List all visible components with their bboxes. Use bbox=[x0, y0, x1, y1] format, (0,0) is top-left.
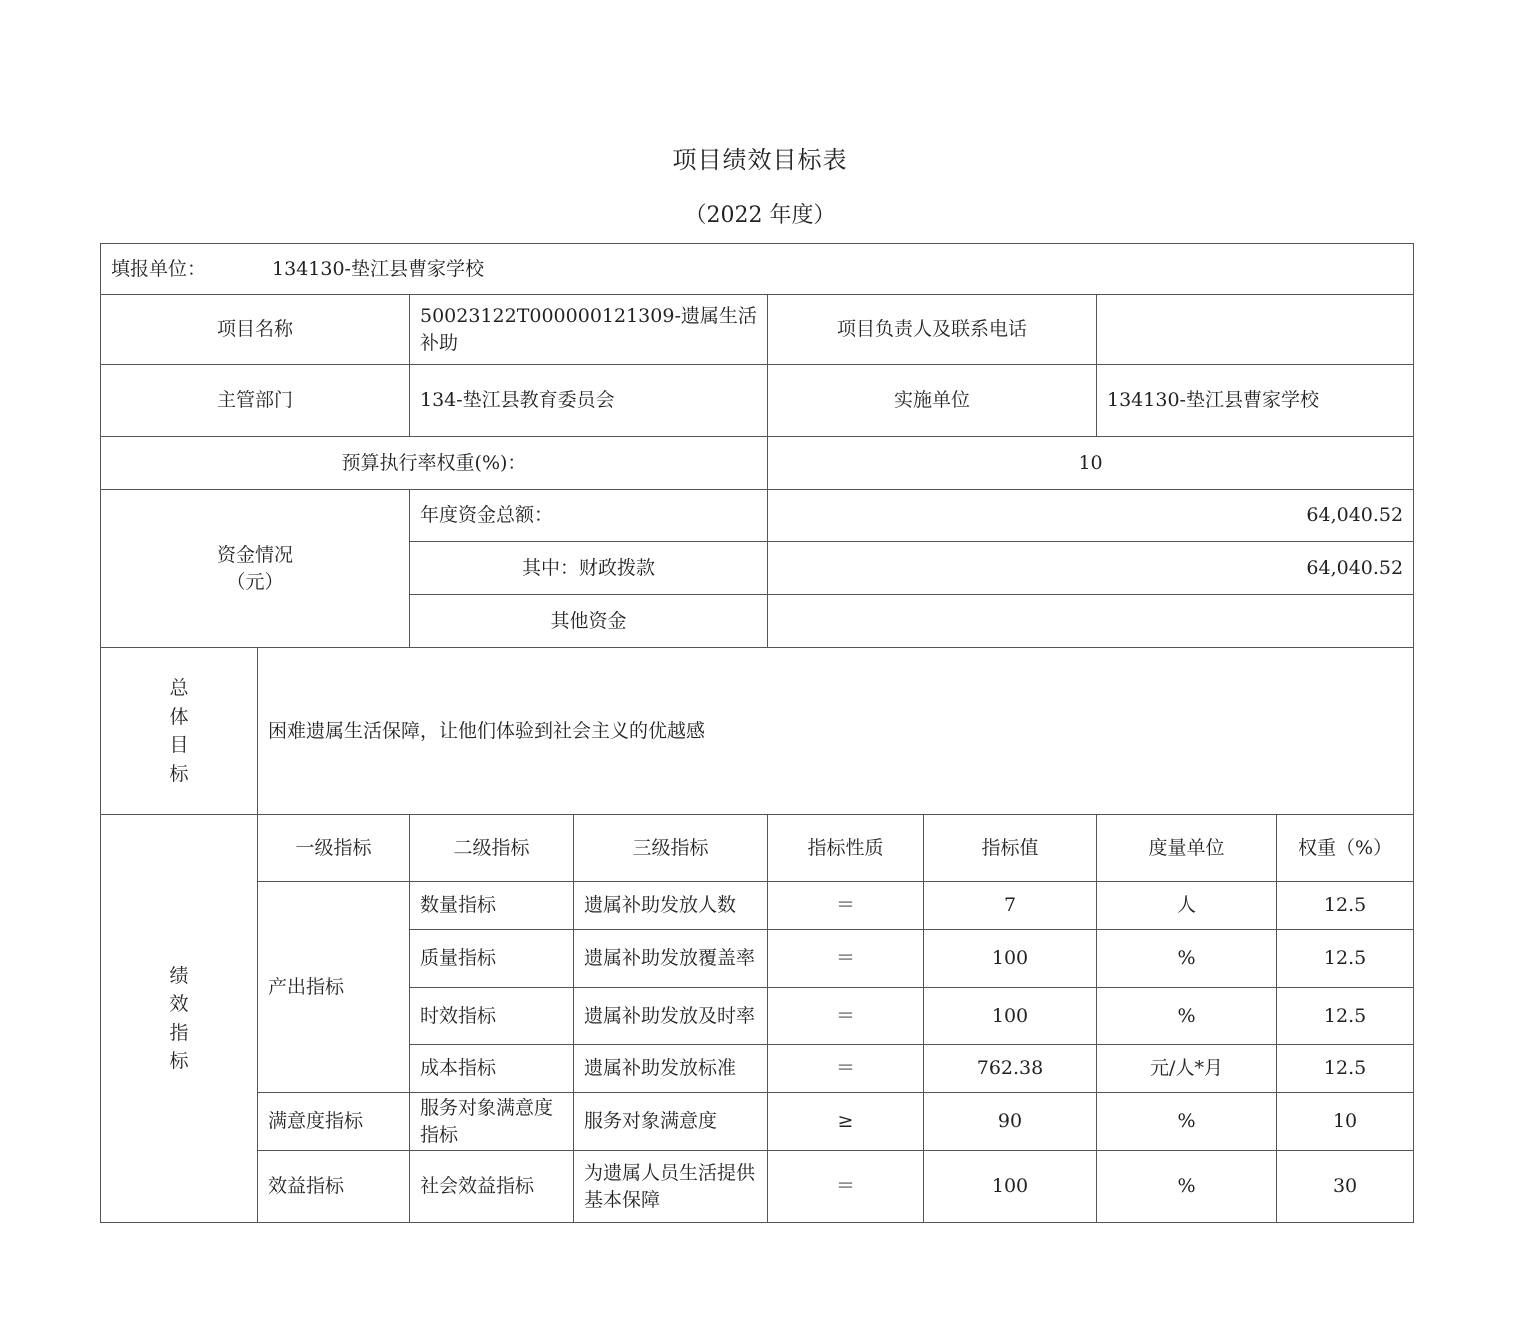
row-level2: 质量指标 bbox=[410, 930, 574, 988]
budget-weight-label: 预算执行率权重(%)： bbox=[101, 437, 768, 490]
funds-total-row bbox=[101, 490, 1414, 542]
unit-value: 134130-垫江县曹家学校 bbox=[272, 257, 484, 280]
dept-row bbox=[101, 365, 1414, 437]
row-value: 100 bbox=[924, 930, 1097, 988]
row-level3: 遗属补助发放标准 bbox=[574, 1045, 768, 1093]
funds-total-label: 年度资金总额： bbox=[410, 490, 768, 542]
row-level2: 社会效益指标 bbox=[410, 1151, 574, 1223]
project-contact-label: 项目负责人及联系电话 bbox=[768, 295, 1097, 365]
header-value: 指标值 bbox=[924, 815, 1097, 882]
row-unit: % bbox=[1097, 1151, 1277, 1223]
funds-fiscal-label: 其中：财政拨款 bbox=[410, 542, 768, 595]
header-level1: 一级指标 bbox=[258, 815, 410, 882]
row-value: 90 bbox=[924, 1093, 1097, 1151]
row-nature: ＝ bbox=[768, 1151, 924, 1223]
header-weight: 权重（%） bbox=[1277, 815, 1414, 882]
performance-table bbox=[100, 243, 1414, 1223]
indicators-label-char: 标 bbox=[169, 1050, 189, 1072]
row-unit: 元/人*月 bbox=[1097, 1045, 1277, 1093]
row-nature: ＝ bbox=[768, 1045, 924, 1093]
row-level2: 服务对象满意度指标 bbox=[410, 1093, 574, 1151]
unit-label: 填报单位： bbox=[111, 257, 207, 280]
page-title: 项目绩效目标表 bbox=[672, 146, 848, 174]
row-value: 762.38 bbox=[924, 1045, 1097, 1093]
header-nature: 指标性质 bbox=[768, 815, 924, 882]
funds-fiscal-value: 64,040.52 bbox=[768, 542, 1414, 595]
table-row bbox=[101, 1093, 1414, 1151]
funds-label-line2: （元） bbox=[226, 570, 284, 593]
funds-label-line1: 资金情况 bbox=[216, 543, 293, 566]
goal-label bbox=[101, 648, 258, 815]
row-unit: % bbox=[1097, 988, 1277, 1045]
goal-label-char: 目 bbox=[169, 734, 189, 756]
row-level2: 时效指标 bbox=[410, 988, 574, 1045]
budget-weight-value: 10 bbox=[768, 437, 1414, 490]
funds-other-value bbox=[768, 595, 1414, 648]
header-unit: 度量单位 bbox=[1097, 815, 1277, 882]
goal-label-char: 总 bbox=[169, 677, 189, 699]
row-weight: 12.5 bbox=[1277, 882, 1414, 930]
project-name-label: 项目名称 bbox=[101, 295, 410, 365]
benefit-level1: 效益指标 bbox=[258, 1151, 410, 1223]
row-nature: ＝ bbox=[768, 930, 924, 988]
row-weight: 10 bbox=[1277, 1093, 1414, 1151]
output-indicator-label: 产出指标 bbox=[258, 882, 410, 1093]
row-unit: % bbox=[1097, 930, 1277, 988]
funds-other-label: 其他资金 bbox=[410, 595, 768, 648]
row-level3: 遗属补助发放及时率 bbox=[574, 988, 768, 1045]
row-level3: 遗属补助发放人数 bbox=[574, 882, 768, 930]
indicators-label-char: 效 bbox=[169, 993, 189, 1015]
indicators-label-char: 指 bbox=[169, 1021, 189, 1044]
goal-row bbox=[101, 648, 1414, 815]
row-value: 7 bbox=[924, 882, 1097, 930]
row-nature: ＝ bbox=[768, 988, 924, 1045]
row-level3: 服务对象满意度 bbox=[574, 1093, 768, 1151]
row-weight: 30 bbox=[1277, 1151, 1414, 1223]
row-value: 100 bbox=[924, 1151, 1097, 1223]
funds-label bbox=[101, 490, 410, 648]
indicators-label bbox=[101, 815, 258, 1223]
row-unit: % bbox=[1097, 1093, 1277, 1151]
dept-value: 134-垫江县教育委员会 bbox=[410, 365, 768, 437]
goal-label-char: 标 bbox=[169, 762, 189, 785]
row-weight: 12.5 bbox=[1277, 1045, 1414, 1093]
row-level2: 成本指标 bbox=[410, 1045, 574, 1093]
header-level2: 二级指标 bbox=[410, 815, 574, 882]
project-name-row bbox=[101, 295, 1414, 365]
indicators-label-char: 绩 bbox=[169, 964, 189, 987]
row-weight: 12.5 bbox=[1277, 930, 1414, 988]
table-row bbox=[101, 882, 1414, 930]
indicator-header-row bbox=[101, 815, 1414, 882]
budget-weight-row bbox=[101, 437, 1414, 490]
unit-row bbox=[101, 244, 1414, 295]
goal-label-char: 体 bbox=[169, 705, 189, 728]
row-unit: 人 bbox=[1097, 882, 1277, 930]
row-value: 100 bbox=[924, 988, 1097, 1045]
row-level3: 遗属补助发放覆盖率 bbox=[574, 930, 768, 988]
funds-total-value: 64,040.52 bbox=[768, 490, 1414, 542]
row-nature: ≥ bbox=[768, 1093, 924, 1151]
unit-cell bbox=[101, 244, 1414, 295]
satisfaction-level1: 满意度指标 bbox=[258, 1093, 410, 1151]
row-level2: 数量指标 bbox=[410, 882, 574, 930]
project-name-value: 50023122T000000121309-遗属生活补助 bbox=[410, 295, 768, 365]
project-contact-value bbox=[1097, 295, 1414, 365]
table-row bbox=[101, 1151, 1414, 1223]
row-nature: ＝ bbox=[768, 882, 924, 930]
header-level3: 三级指标 bbox=[574, 815, 768, 882]
impl-value: 134130-垫江县曹家学校 bbox=[1097, 365, 1414, 437]
row-weight: 12.5 bbox=[1277, 988, 1414, 1045]
impl-label: 实施单位 bbox=[768, 365, 1097, 437]
page-subtitle: （2022 年度） bbox=[684, 203, 836, 228]
goal-text: 困难遗属生活保障，让他们体验到社会主义的优越感 bbox=[258, 648, 1414, 815]
dept-label: 主管部门 bbox=[101, 365, 410, 437]
row-level3: 为遗属人员生活提供基本保障 bbox=[574, 1151, 768, 1223]
